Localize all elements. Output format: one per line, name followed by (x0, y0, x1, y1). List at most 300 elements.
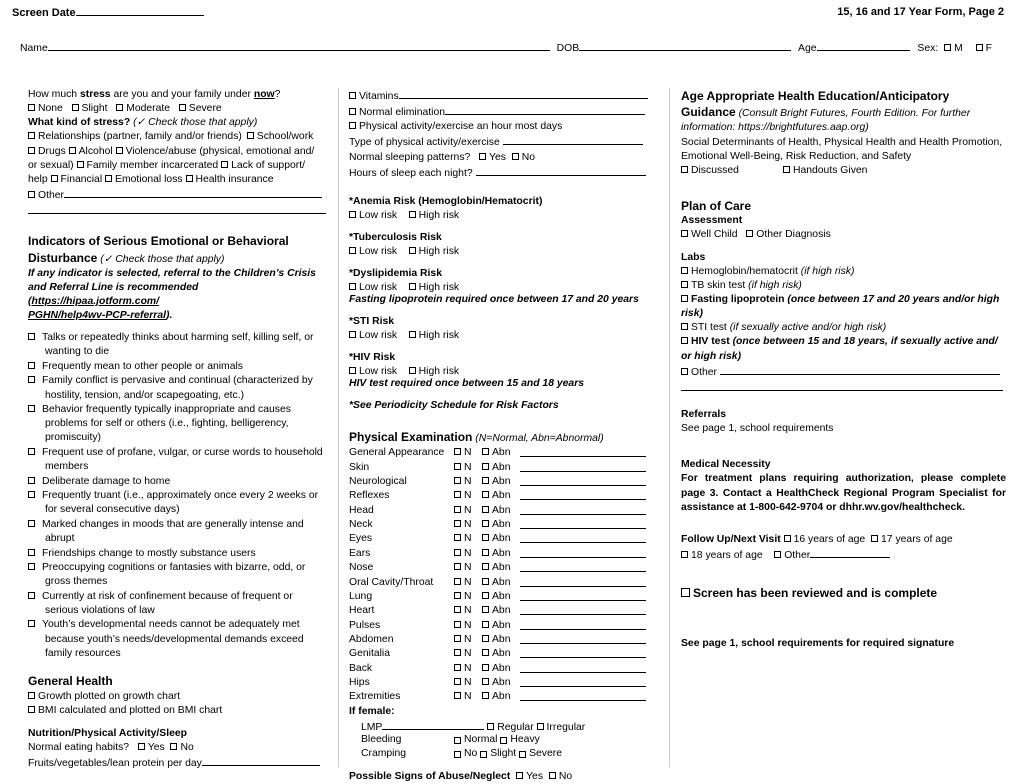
name-label: Name (20, 43, 48, 54)
checkbox[interactable] (28, 549, 35, 556)
pe-label: Head (349, 504, 374, 516)
n-label: N (464, 533, 472, 545)
pe-row (349, 590, 649, 604)
abn-label: Abn (492, 691, 511, 703)
referral-note-3: PGHN/help4wv-PCP-referral). (28, 310, 173, 322)
checkbox[interactable] (519, 751, 526, 758)
checkbox[interactable] (247, 132, 254, 139)
pe-field[interactable] (520, 504, 646, 515)
pe-label: Heart (349, 605, 375, 617)
pe-field[interactable] (520, 690, 646, 701)
checkbox[interactable] (454, 678, 461, 685)
checkbox[interactable] (186, 175, 193, 182)
checkbox[interactable] (409, 211, 416, 218)
checkbox[interactable] (454, 549, 461, 556)
followup-row-2: 18 years of age Other (681, 547, 1006, 563)
risk-row: Low risk High risk (349, 282, 649, 293)
pe-field[interactable] (520, 446, 646, 457)
stress-kind-label: What kind of stress? (✓ Check those that apply) (28, 117, 258, 129)
pe-field[interactable] (520, 662, 646, 673)
pe-field[interactable] (520, 647, 646, 658)
checkbox[interactable] (28, 376, 35, 383)
checkbox[interactable] (454, 621, 461, 628)
n-label: N (464, 648, 472, 660)
abn-label: Abn (492, 519, 511, 531)
sex-f-checkbox[interactable] (976, 44, 983, 51)
fruits-field[interactable] (202, 755, 320, 766)
indicators-title: Indicators of Serious Emotional or Behavioral (28, 234, 289, 249)
lab-other-row: Other (681, 364, 1006, 380)
abn-label: Abn (492, 590, 511, 602)
checkbox[interactable] (28, 520, 35, 527)
checkbox[interactable] (454, 520, 461, 527)
checkbox[interactable] (482, 621, 489, 628)
checkbox[interactable] (454, 635, 461, 642)
checkbox[interactable] (482, 534, 489, 541)
checkbox[interactable] (482, 664, 489, 671)
abn-label: Abn (492, 490, 511, 502)
other-field[interactable] (64, 187, 322, 198)
age-label: Age (798, 43, 817, 54)
referrals-text: See page 1, school requirements (681, 423, 834, 435)
stress-kind-row: or sexual) Family member incarcerated Lack of support/ (28, 159, 305, 171)
pe-label: Eyes (349, 533, 373, 545)
pe-row (349, 446, 649, 460)
elim-row: Normal elimination (349, 104, 649, 120)
female-title: If female: (349, 705, 395, 717)
abn-label: Abn (492, 461, 511, 473)
abn-label: Abn (492, 619, 511, 631)
checkbox[interactable] (482, 578, 489, 585)
medical-necessity-title: Medical Necessity (681, 459, 771, 471)
checkbox[interactable] (28, 191, 35, 198)
labs-title: Labs (681, 251, 706, 263)
age-field[interactable] (817, 40, 910, 51)
reviewed-checkbox[interactable] (681, 588, 690, 597)
checkbox[interactable] (28, 405, 35, 412)
field[interactable] (399, 88, 648, 99)
indicators-list (28, 331, 328, 661)
risk-row: Low risk High risk (349, 329, 649, 343)
stress-moderate-checkbox[interactable] (116, 104, 123, 111)
lmp-row: LMP Regular Irregular (349, 719, 649, 733)
checkbox[interactable] (454, 606, 461, 613)
stress-other-row: Other (28, 187, 328, 203)
type-row: Type of physical activity/exercise (349, 134, 649, 150)
checkbox[interactable] (170, 743, 177, 750)
n-label: N (464, 504, 472, 516)
checkbox[interactable] (28, 362, 35, 369)
tb-title: *Tuberculosis Risk (349, 232, 442, 244)
indicator-item: Youth’s developmental needs cannot be adequately met because youth’s needs/developmental demands exceed family resources (28, 618, 328, 660)
pe-row (349, 676, 649, 690)
screen-date-label: Screen Date (12, 7, 76, 19)
pe-label: Extremities (349, 691, 401, 703)
pe-label: Ears (349, 547, 371, 559)
indicator-item: Family conflict is pervasive and continual (characterized by hostility, tension, and/or scapegoating, etc.) (28, 374, 328, 402)
assessment-row: Well Child Other Diagnosis (681, 228, 1006, 242)
pe-row (349, 647, 649, 661)
checkbox[interactable] (482, 520, 489, 527)
checkbox[interactable] (487, 723, 494, 730)
bleeding-row: Bleeding Normal Heavy (361, 734, 540, 746)
pe-field[interactable] (520, 604, 646, 615)
abn-label: Abn (492, 648, 511, 660)
checkbox[interactable] (454, 534, 461, 541)
pe-label: Neurological (349, 476, 407, 488)
checkbox[interactable] (349, 247, 356, 254)
checkbox[interactable] (549, 772, 556, 779)
checkbox[interactable] (454, 649, 461, 656)
lab-row: HIV test (once between 15 and 18 years, if sexually active and/ (681, 335, 1006, 349)
checkbox[interactable] (138, 743, 145, 750)
pe-label: Back (349, 662, 373, 674)
indicator-item: Preoccupying cognitions or fantasies with bizarre, odd, or gross themes (28, 561, 328, 589)
lab-row-cont: risk) (681, 308, 703, 320)
pe-label: Skin (349, 461, 370, 473)
stress-question: How much stress are you and your family under now? (28, 89, 281, 100)
checkbox[interactable] (349, 211, 356, 218)
vitamins-row: Vitamins (349, 88, 649, 104)
stress-kind-row: Relationships (partner, family and/or friends) School/work (28, 130, 328, 144)
field-2[interactable] (681, 380, 1003, 391)
fruits-row: Fruits/vegetables/lean protein per day (28, 755, 328, 771)
pe-label: Abdomen (349, 633, 394, 645)
checkbox[interactable] (512, 153, 519, 160)
field[interactable] (476, 165, 646, 176)
checkbox[interactable] (454, 491, 461, 498)
gh-row: BMI calculated and plotted on BMI chart (28, 704, 328, 718)
referrals-title: Referrals (681, 409, 727, 421)
checkbox[interactable] (349, 283, 356, 290)
n-label: N (464, 619, 472, 631)
checkbox[interactable] (482, 678, 489, 685)
indicator-item: Frequently mean to other people or animals (28, 360, 328, 374)
hours-row: Hours of sleep each night? (349, 165, 649, 181)
risk-row: Low risk High risk (349, 366, 649, 377)
checkbox[interactable] (482, 463, 489, 470)
n-label: N (464, 676, 472, 688)
checkbox[interactable] (482, 549, 489, 556)
education-note: information: https://brightfutures.aap.org) (681, 122, 869, 134)
checkbox[interactable] (454, 737, 461, 744)
checkbox[interactable] (479, 153, 486, 160)
sex-m-checkbox[interactable] (944, 44, 951, 51)
pe-label: Neck (349, 519, 373, 531)
checkbox[interactable] (454, 592, 461, 599)
pe-row (349, 518, 649, 532)
checkbox[interactable] (746, 230, 753, 237)
checkbox[interactable] (28, 491, 35, 498)
indicator-item: Talks or repeatedly thinks about harming self, killing self, or wanting to die (28, 331, 328, 359)
checkbox[interactable] (28, 448, 35, 455)
abn-label: Abn (492, 547, 511, 559)
checkbox[interactable] (482, 563, 489, 570)
lab-row-cont: or high risk) (681, 350, 742, 362)
abn-label: Abn (492, 633, 511, 645)
abn-label: Abn (492, 662, 511, 674)
checkbox[interactable] (454, 448, 461, 455)
checkbox[interactable] (28, 592, 35, 599)
indicators-title-2: Disturbance (✓ Check those that apply) (28, 250, 225, 265)
lab-row: Hemoglobin/hematocrit (if high risk) (681, 265, 1006, 279)
n-label: N (464, 447, 472, 459)
abuse-row: Possible Signs of Abuse/Neglect Yes No (349, 770, 573, 782)
pe-row (349, 662, 649, 676)
n-label: N (464, 576, 472, 588)
n-label: N (464, 605, 472, 617)
field[interactable] (445, 104, 645, 115)
checkbox[interactable] (105, 175, 112, 182)
checkbox[interactable] (454, 506, 461, 513)
indicator-item: Marked changes in moods that are generally intense and abrupt (28, 518, 328, 546)
checkbox[interactable] (28, 620, 35, 627)
pe-label: Lung (349, 590, 373, 602)
checkbox[interactable] (783, 166, 790, 173)
stress-kind-row: help Financial Emotional loss Health insurance (28, 173, 274, 185)
referral-note: If any indicator is selected, referral to the Children’s Crisis (28, 267, 316, 279)
pe-field[interactable] (520, 590, 646, 601)
checkbox[interactable] (28, 706, 35, 713)
pe-row (349, 547, 649, 561)
checkbox[interactable] (482, 692, 489, 699)
checkbox[interactable] (28, 563, 35, 570)
stress-severe-checkbox[interactable] (179, 104, 186, 111)
checkbox[interactable] (349, 92, 356, 99)
n-label: N (464, 519, 472, 531)
other-field-2[interactable] (28, 203, 326, 214)
checkbox[interactable] (28, 132, 35, 139)
cramping-row: Cramping No Slight Severe (361, 748, 563, 760)
checkbox[interactable] (28, 147, 35, 154)
assessment-title: Assessment (681, 215, 743, 227)
pe-label: Reflexes (349, 490, 390, 502)
stress-slight-checkbox[interactable] (72, 104, 79, 111)
referral-link[interactable]: https://hipaa.jotform.com/ (31, 296, 160, 307)
pe-field[interactable] (520, 489, 646, 500)
n-label: N (464, 562, 472, 574)
n-label: N (464, 691, 472, 703)
screen-date-field[interactable] (12, 5, 204, 21)
checkbox[interactable] (500, 737, 507, 744)
abn-label: Abn (492, 504, 511, 516)
risk-row: Low risk High risk (349, 209, 649, 223)
checkbox[interactable] (454, 463, 461, 470)
checkbox[interactable] (681, 267, 688, 274)
checkbox[interactable] (454, 751, 461, 758)
nutrition-title: Nutrition/Physical Activity/Sleep (28, 727, 187, 739)
checkbox[interactable] (409, 367, 416, 374)
abn-label: Abn (492, 447, 511, 459)
checkbox[interactable] (681, 551, 688, 558)
field[interactable] (810, 547, 890, 558)
pe-field[interactable] (520, 461, 646, 472)
education-text-2: Emotional Well-Being, Risk Reduction, and Safety (681, 150, 912, 162)
column-divider (669, 88, 670, 767)
pe-row (349, 561, 649, 575)
checkbox[interactable] (482, 506, 489, 513)
checkbox[interactable] (69, 147, 76, 154)
checkbox[interactable] (482, 491, 489, 498)
dob-label: DOB (556, 43, 580, 54)
checkbox[interactable] (681, 281, 688, 288)
pe-row (349, 489, 649, 503)
pe-label: Pulses (349, 619, 381, 631)
hiv-note: HIV test required once between 15 and 18 years (349, 377, 585, 389)
pe-field[interactable] (520, 532, 646, 543)
checkbox[interactable] (482, 448, 489, 455)
hiv-title: *HIV Risk (349, 352, 396, 364)
checkbox[interactable] (409, 331, 416, 338)
abn-label: Abn (492, 576, 511, 588)
checkbox[interactable] (482, 635, 489, 642)
indicator-item: Behavior frequently typically inappropriate and causes problems for self or others (i.e., fighting, belligerency, promiscuity) (28, 403, 328, 445)
n-label: N (464, 461, 472, 473)
stress-options: None Slight Moderate Severe (28, 102, 328, 116)
sti-title: *STI Risk (349, 316, 395, 328)
checkbox[interactable] (28, 477, 35, 484)
anemia-title: *Anemia Risk (Hemoglobin/Hematocrit) (349, 195, 543, 207)
sex-label: Sex: (917, 43, 939, 54)
checkbox[interactable] (221, 161, 228, 168)
pe-list (349, 446, 649, 704)
indicator-item: Deliberate damage to home (28, 475, 328, 489)
pe-row (349, 576, 649, 590)
n-label: N (464, 547, 472, 559)
checkbox[interactable] (681, 166, 688, 173)
pe-row (349, 604, 649, 618)
checkbox[interactable] (349, 367, 356, 374)
column-middle (349, 88, 649, 784)
checkbox[interactable] (28, 692, 35, 699)
pe-row (349, 475, 649, 489)
checkbox[interactable] (774, 551, 781, 558)
periodicity-note: *See Periodicity Schedule for Risk Factors (349, 400, 559, 412)
referral-link-2[interactable]: PGHN/help4wv-PCP-referral (28, 310, 167, 322)
phys-row: Physical activity/exercise an hour most days (349, 120, 649, 134)
checkbox[interactable] (681, 230, 688, 237)
pe-row (349, 532, 649, 546)
checkbox[interactable] (454, 477, 461, 484)
signature-note: See page 1, school requirements for required signature (681, 638, 955, 650)
education-title-2: Guidance (Consult Bright Futures, Fourth Edition. For further (681, 105, 971, 120)
checkbox[interactable] (28, 333, 35, 340)
reviewed-row: Screen has been reviewed and is complete (681, 585, 1006, 601)
pe-field[interactable] (520, 619, 646, 630)
pe-label: General Appearance (349, 447, 445, 459)
checkbox[interactable] (681, 368, 688, 375)
pe-row (349, 690, 649, 704)
pe-label: Hips (349, 676, 370, 688)
followup-row: Follow Up/Next Visit 16 years of age 17 years of age (681, 533, 953, 545)
checkbox[interactable] (681, 323, 688, 330)
pe-label: Genitalia (349, 648, 391, 660)
checkbox[interactable] (871, 535, 878, 542)
indicator-item: Frequently truant (i.e., approximately once every 2 weeks or for several consecutive days) (28, 489, 328, 517)
pe-field[interactable] (520, 676, 646, 687)
patient-info-row (20, 40, 1000, 56)
checkbox[interactable] (409, 283, 416, 290)
checkbox[interactable] (516, 772, 523, 779)
checkbox[interactable] (482, 606, 489, 613)
pe-field[interactable] (520, 561, 646, 572)
column-left (28, 88, 328, 771)
checkbox[interactable] (482, 477, 489, 484)
checkbox[interactable] (454, 563, 461, 570)
column-right (681, 88, 1006, 652)
pe-field[interactable] (520, 576, 646, 587)
checkbox[interactable] (537, 723, 544, 730)
checkbox[interactable] (482, 592, 489, 599)
sleep-row: Normal sleeping patterns? Yes No (349, 151, 535, 163)
checkbox[interactable] (482, 649, 489, 656)
checkbox[interactable] (784, 535, 791, 542)
checkbox[interactable] (454, 692, 461, 699)
indicator-item: Frequent use of profane, vulgar, or curse words to household members (28, 446, 328, 474)
lmp-field[interactable] (382, 719, 484, 730)
abn-label: Abn (492, 676, 511, 688)
dob-field[interactable] (579, 40, 791, 51)
pe-field[interactable] (520, 633, 646, 644)
checkbox[interactable] (116, 147, 123, 154)
stress-kind-row: Drugs Alcohol Violence/abuse (physical, emotional and/ (28, 145, 328, 159)
dys-note: Fasting lipoprotein required once between 17 and 20 years (349, 293, 639, 305)
checkbox[interactable] (51, 175, 58, 182)
checkbox[interactable] (349, 122, 356, 129)
nutrition-row: Normal eating habits? Yes No (28, 741, 194, 753)
stress-none-checkbox[interactable] (28, 104, 35, 111)
checkbox[interactable] (681, 295, 688, 302)
n-label: N (464, 476, 472, 488)
education-title: Age Appropriate Health Education/Anticipatory (681, 89, 950, 103)
abn-label: Abn (492, 476, 511, 488)
checkbox[interactable] (454, 578, 461, 585)
gh-row: Growth plotted on growth chart (28, 690, 328, 704)
plan-title: Plan of Care (681, 199, 752, 214)
pe-field[interactable] (520, 547, 646, 558)
checkbox[interactable] (349, 331, 356, 338)
n-label: N (464, 633, 472, 645)
checkbox[interactable] (681, 337, 688, 344)
indicator-item: Currently at risk of confinement because of frequent or serious violations of law (28, 590, 328, 618)
field[interactable] (720, 364, 1000, 375)
sex-f-label: F (985, 43, 993, 54)
pe-field[interactable] (520, 518, 646, 529)
checkbox[interactable] (480, 751, 487, 758)
pe-row (349, 461, 649, 475)
education-options: Discussed Handouts Given (681, 164, 1006, 178)
checkbox[interactable] (349, 108, 356, 115)
dys-title: *Dyslipidemia Risk (349, 268, 442, 280)
checkbox[interactable] (77, 161, 84, 168)
checkbox[interactable] (454, 664, 461, 671)
abn-label: Abn (492, 562, 511, 574)
n-label: N (464, 490, 472, 502)
checkbox[interactable] (409, 247, 416, 254)
pe-field[interactable] (520, 475, 646, 486)
n-label: N (464, 590, 472, 602)
column-divider (338, 88, 339, 767)
pe-row (349, 504, 649, 518)
pe-label: Nose (349, 562, 374, 574)
pe-row (349, 633, 649, 647)
abn-label: Abn (492, 533, 511, 545)
lab-row: STI test (if sexually active and/or high risk) (681, 321, 1006, 335)
name-field[interactable] (48, 40, 550, 51)
medical-necessity-text: For treatment plans requiring authorization, please complete page 3. Contact a HealthCheck Regional Program Specialist for assistance at 1-800-642-9704 or dhhr.wv.gov/healthcheck. (681, 473, 1006, 513)
field[interactable] (503, 134, 643, 145)
form-title: 15, 16 and 17 Year Form, Page 2 (837, 6, 1004, 18)
